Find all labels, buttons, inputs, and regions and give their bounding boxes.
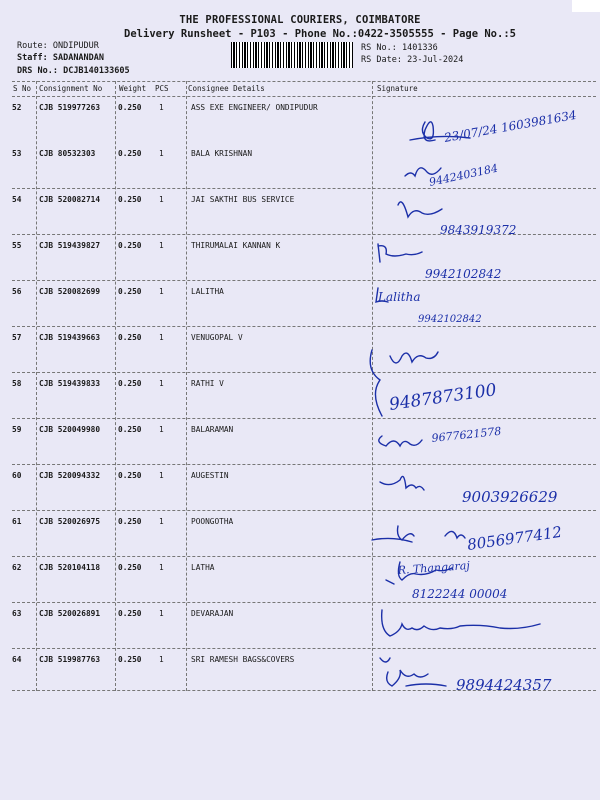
row-pcs: 1 xyxy=(159,563,164,572)
row-weight: 0.250 xyxy=(118,379,142,388)
row-consignment: CJB 519439827 xyxy=(39,241,101,250)
rs-no-label: RS No.: xyxy=(361,43,397,53)
rs-date-value: 23-Jul-2024 xyxy=(407,55,464,65)
row-pcs: 1 xyxy=(159,517,164,526)
row-weight: 0.250 xyxy=(118,333,142,342)
row-sno: 59 xyxy=(12,425,22,434)
row-sno: 62 xyxy=(12,563,22,572)
drs-label: DRS No.: xyxy=(17,66,58,76)
row-consignment: CJB 520049980 xyxy=(39,425,101,434)
col-pcs: PCS xyxy=(155,84,169,93)
row-pcs: 1 xyxy=(159,241,164,250)
handwritten-text: 9843919372 xyxy=(440,223,517,237)
row-pcs: 1 xyxy=(159,379,164,388)
row-consignment: CJB 519439833 xyxy=(39,379,101,388)
row-pcs: 1 xyxy=(159,149,164,158)
drs-value: DCJB140133605 xyxy=(63,66,130,76)
row-sno: 54 xyxy=(12,195,22,204)
row-consignment: CJB 520026891 xyxy=(39,609,101,618)
row-pcs: 1 xyxy=(159,655,164,664)
route-label: Route: xyxy=(17,41,48,51)
handwritten-text: 8056977412 xyxy=(466,522,564,554)
handwritten-text: 9442403184 xyxy=(427,161,500,189)
row-consignment: CJB 519439663 xyxy=(39,333,101,342)
staff-value: SADANANDAN xyxy=(52,53,105,63)
row-consignee: JAI SAKTHI BUS SERVICE xyxy=(191,195,295,204)
handwritten-text: 9487873100 xyxy=(387,380,498,415)
company-title: THE PROFESSIONAL COURIERS, COIMBATORE xyxy=(179,14,421,26)
row-sno: 63 xyxy=(12,609,22,618)
row-consignment: CJB 520094332 xyxy=(39,471,101,480)
signature-mark xyxy=(378,244,422,262)
handwritten-text: 8122244 00004 xyxy=(412,587,508,601)
staff-label: Staff: xyxy=(17,53,48,63)
row-pcs: 1 xyxy=(159,195,164,204)
row-sno: 53 xyxy=(12,149,22,158)
row-consignee: ASS EXE ENGINEER/ ONDIPUDUR xyxy=(191,103,318,112)
row-pcs: 1 xyxy=(159,471,164,480)
row-sno: 55 xyxy=(12,241,22,250)
row-sno: 64 xyxy=(12,655,22,664)
handwritten-text: 9942102842 xyxy=(425,267,502,281)
row-weight: 0.250 xyxy=(118,655,142,664)
row-weight: 0.250 xyxy=(118,563,142,572)
row-sno: 61 xyxy=(12,517,22,526)
row-sno: 52 xyxy=(12,103,22,112)
row-consignee: POONGOTHA xyxy=(191,517,234,526)
row-consignee: AUGESTIN xyxy=(191,471,229,480)
row-consignee: DEVARAJAN xyxy=(191,609,234,618)
row-consignment: CJB 519977263 xyxy=(39,103,101,112)
col-sno: S No xyxy=(13,84,32,93)
row-weight: 0.250 xyxy=(118,287,142,296)
handwritten-text: 9894424357 xyxy=(456,676,552,694)
signature-mark xyxy=(380,658,446,686)
handwritten-text: Lalitha xyxy=(378,290,421,304)
row-weight: 0.250 xyxy=(118,517,142,526)
row-pcs: 1 xyxy=(159,425,164,434)
row-consignment: CJB 520104118 xyxy=(39,563,101,572)
row-pcs: 1 xyxy=(159,287,164,296)
row-consignment: CJB 520082714 xyxy=(39,195,101,204)
signature-mark xyxy=(382,610,540,636)
row-pcs: 1 xyxy=(159,609,164,618)
row-consignment: CJB 80532303 xyxy=(39,149,96,158)
row-weight: 0.250 xyxy=(118,425,142,434)
handwritten-text: R. Thangaraj xyxy=(397,558,471,577)
row-sno: 60 xyxy=(12,471,22,480)
col-weight: Weight xyxy=(119,84,147,93)
signature-mark xyxy=(380,476,424,490)
handwritten-text: 9003926629 xyxy=(462,488,558,506)
runsheet-title: Delivery Runsheet - P103 - Phone No.:0422-3505555 - Page No.:5 xyxy=(124,28,516,40)
row-consignee: BALA KRISHNAN xyxy=(191,149,253,158)
row-sno: 58 xyxy=(12,379,22,388)
handwritten-text: 9942102842 xyxy=(418,314,482,325)
row-weight: 0.250 xyxy=(118,471,142,480)
route-value: ONDIPUDUR xyxy=(52,41,99,51)
row-consignment: CJB 519987763 xyxy=(39,655,101,664)
row-consignment: CJB 520082699 xyxy=(39,287,101,296)
rs-date-label: RS Date: xyxy=(361,55,402,65)
row-consignee: LATHA xyxy=(191,563,215,572)
row-consignee: VENUGOPAL V xyxy=(191,333,243,342)
row-pcs: 1 xyxy=(159,103,164,112)
row-sno: 57 xyxy=(12,333,22,342)
row-consignment: CJB 520026975 xyxy=(39,517,101,526)
row-weight: 0.250 xyxy=(118,241,142,250)
signature-mark xyxy=(398,202,442,217)
signature-mark xyxy=(379,436,422,446)
row-consignee: RATHI V xyxy=(191,379,224,388)
col-consignment: Consignment No xyxy=(39,84,103,93)
signature-mark xyxy=(372,526,465,542)
col-consignee: Consignee Details xyxy=(188,84,265,93)
rs-no-value: 1401336 xyxy=(401,43,438,53)
row-weight: 0.250 xyxy=(118,609,142,618)
row-consignee: SRI RAMESH BAGS&COVERS xyxy=(191,655,295,664)
row-consignee: LALITHA xyxy=(191,287,224,296)
row-pcs: 1 xyxy=(159,333,164,342)
row-consignee: BALARAMAN xyxy=(191,425,234,434)
row-consignee: THIRUMALAI KANNAN K xyxy=(191,241,281,250)
row-weight: 0.250 xyxy=(118,195,142,204)
row-weight: 0.250 xyxy=(118,103,142,112)
col-signature: Signature xyxy=(377,84,418,93)
handwritten-text: 23/07/24 1603981634 xyxy=(443,107,578,145)
row-sno: 56 xyxy=(12,287,22,296)
handwritten-text: 9677621578 xyxy=(430,424,502,445)
row-weight: 0.250 xyxy=(118,149,142,158)
